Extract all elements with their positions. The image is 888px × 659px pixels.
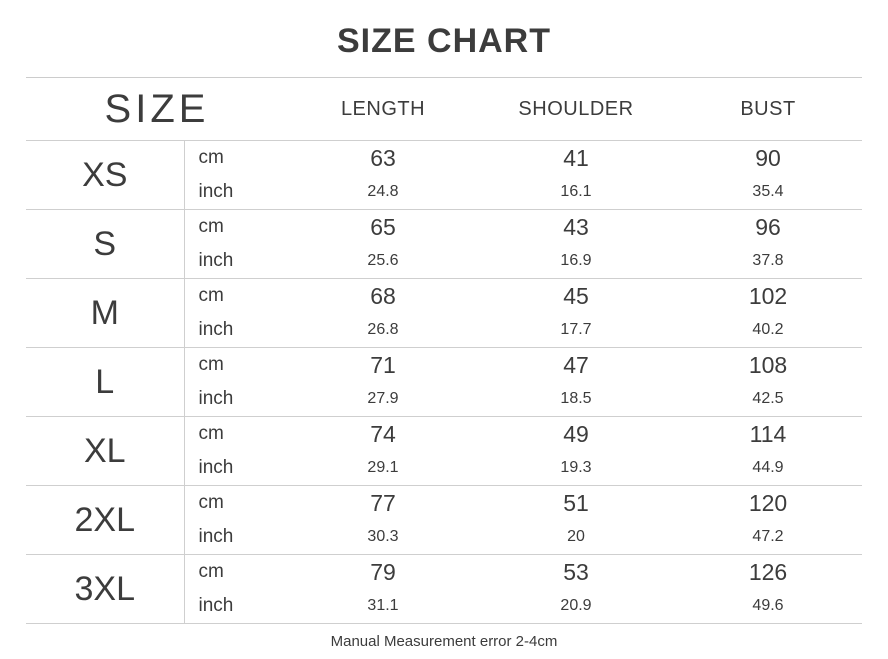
cell-shoulder-inch: 20.9: [560, 597, 592, 614]
unit-label-cm: cm: [198, 147, 224, 168]
cell-length-cm: 74: [370, 420, 396, 447]
size-label: XL: [26, 417, 184, 486]
cell-length-inch: 26.8: [288, 313, 478, 348]
unit-label-inch: inch: [184, 382, 288, 417]
column-header-bust: BUST: [674, 78, 862, 141]
cell-length-cm: 79: [370, 558, 396, 585]
unit-label-inch: inch: [184, 520, 288, 555]
unit-label-cm: cm: [198, 561, 224, 582]
size-label: L: [26, 348, 184, 417]
cell-bust-inch: 37.8: [674, 244, 862, 279]
size-label: 3XL: [26, 555, 184, 624]
cell-bust-inch: 44.9: [674, 451, 862, 486]
size-label: 2XL: [26, 486, 184, 555]
measurement-note: Manual Measurement error 2-4cm: [330, 633, 558, 650]
cell-length-inch: 25.6: [288, 244, 478, 279]
cell-bust-inch: 42.5: [674, 382, 862, 417]
cell-shoulder-cm: 41: [563, 144, 589, 171]
cell-bust-inch: 47.2: [674, 520, 862, 555]
unit-label-cm: cm: [198, 492, 224, 513]
column-header-size: SIZE: [26, 78, 288, 141]
cell-bust-inch: 35.4: [674, 175, 862, 210]
unit-label-cm: cm: [198, 285, 224, 306]
cell-bust-inch: 49.6: [752, 597, 784, 614]
unit-label-cm: cm: [198, 216, 224, 237]
cell-length-inch: 29.1: [288, 451, 478, 486]
cell-shoulder-cm: 45: [563, 282, 589, 309]
cell-bust-cm: 126: [748, 558, 788, 585]
column-header-length: LENGTH: [288, 78, 478, 141]
size-label: M: [26, 279, 184, 348]
table-row: [26, 555, 862, 590]
page-title: SIZE CHART: [337, 22, 551, 60]
cell-length-cm: 65: [370, 213, 396, 240]
unit-label-inch: inch: [198, 595, 234, 616]
size-label: XS: [26, 141, 184, 210]
cell-bust-cm: 120: [748, 489, 788, 516]
table-row: [26, 141, 862, 176]
cell-shoulder-cm: 51: [563, 489, 589, 516]
unit-label-cm: cm: [198, 423, 224, 444]
column-header-shoulder: SHOULDER: [478, 78, 674, 141]
size-label: S: [26, 210, 184, 279]
cell-shoulder-inch: 16.1: [478, 175, 674, 210]
cell-shoulder-cm: 53: [563, 558, 589, 585]
cell-bust-cm: 108: [748, 351, 788, 378]
unit-label-inch: inch: [184, 244, 288, 279]
cell-length-inch: 30.3: [288, 520, 478, 555]
table-row: [26, 348, 862, 383]
cell-shoulder-inch: 17.7: [478, 313, 674, 348]
cell-bust-cm: 114: [749, 420, 787, 447]
unit-label-cm: cm: [198, 354, 224, 375]
cell-length-cm: 77: [370, 489, 396, 516]
cell-shoulder-cm: 47: [563, 351, 589, 378]
table-row: [26, 486, 862, 521]
cell-shoulder-inch: 16.9: [478, 244, 674, 279]
cell-length-inch: 31.1: [367, 597, 399, 614]
cell-length-inch: 27.9: [288, 382, 478, 417]
cell-shoulder-cm: 43: [563, 213, 589, 240]
unit-label-inch: inch: [184, 451, 288, 486]
cell-length-cm: 63: [370, 144, 396, 171]
cell-bust-inch: 40.2: [674, 313, 862, 348]
unit-label-inch: inch: [184, 313, 288, 348]
cell-bust-cm: 102: [748, 282, 788, 309]
unit-label-inch: inch: [184, 175, 288, 210]
cell-shoulder-inch: 19.3: [478, 451, 674, 486]
cell-length-cm: 71: [370, 351, 396, 378]
cell-shoulder-inch: 18.5: [478, 382, 674, 417]
table-row: [26, 279, 862, 314]
size-chart-table: [26, 78, 862, 623]
table-row: [26, 417, 862, 452]
table-row: [26, 210, 862, 245]
cell-shoulder-inch: 20: [478, 520, 674, 555]
table-header-row: [26, 78, 862, 141]
cell-length-inch: 24.8: [288, 175, 478, 210]
cell-shoulder-cm: 49: [563, 420, 589, 447]
cell-bust-cm: 96: [755, 213, 781, 240]
cell-bust-cm: 90: [755, 144, 781, 171]
cell-length-cm: 68: [370, 282, 396, 309]
